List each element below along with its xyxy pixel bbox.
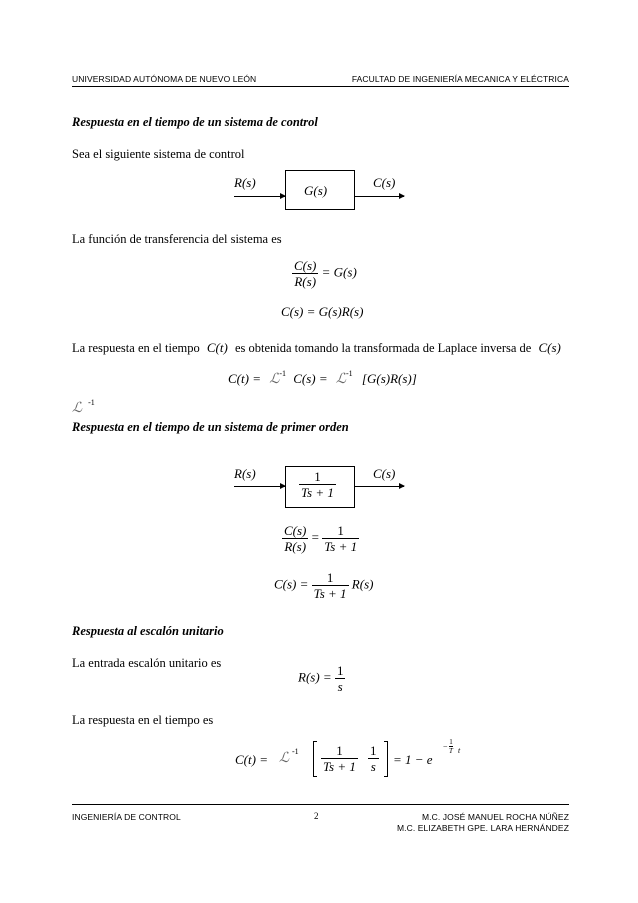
fraction <box>312 570 349 601</box>
numerator: 1 <box>337 523 344 538</box>
tf-text: La función de transferencia del sistema es <box>72 232 282 246</box>
equation-output: C(s) = G(s)R(s) <box>281 304 364 319</box>
numerator: C(s) <box>294 258 317 273</box>
fraction <box>292 258 318 289</box>
time-response-text: La respuesta en el tiempo es <box>72 713 214 727</box>
equation-first-order-output <box>274 570 373 601</box>
eq-cs: C(s) = <box>293 371 328 386</box>
denominator: s <box>368 758 379 774</box>
diagram-input-label: R(s) <box>234 175 256 190</box>
exponent-denominator: T <box>449 747 453 755</box>
eq-rhs: R(s) <box>351 576 374 592</box>
footer-rule <box>72 804 569 805</box>
denominator: Ts + 1 <box>324 539 358 554</box>
left-bracket <box>313 741 317 777</box>
denominator: R(s) <box>282 538 308 554</box>
fraction <box>368 743 379 774</box>
denominator: R(s) <box>292 273 318 289</box>
laplace-icon: ℒ <box>279 750 290 766</box>
equation-step-input <box>298 663 345 694</box>
laplace-icon: ℒ <box>335 371 346 387</box>
denominator: s <box>335 678 346 694</box>
inverse-exponent: -1 <box>346 369 353 378</box>
footer-author-2: M.C. ELIZABETH GPE. LARA HERNÁNDEZ <box>396 823 569 833</box>
response-text-a: La respuesta en el tiempo <box>72 341 200 355</box>
numerator: 1 <box>370 743 377 758</box>
equation-first-order-tf <box>282 523 359 554</box>
eq-product: [G(s)R(s)] <box>361 371 417 386</box>
block-fraction <box>299 469 336 500</box>
section-title-first-order: Respuesta en el tiempo de un sistema de primer orden <box>72 420 349 434</box>
step-input-text: La entrada escalón unitario es <box>72 656 222 670</box>
header-rule <box>72 86 569 87</box>
diagram-input-label: R(s) <box>234 466 256 481</box>
numerator: 1 <box>336 663 344 678</box>
inverse-exponent: -1 <box>292 747 299 756</box>
diagram-output-label: C(s) <box>373 466 396 481</box>
denominator: Ts + 1 <box>301 485 334 500</box>
eq-lhs: C(t) = <box>235 752 268 767</box>
response-cs: C(s) <box>538 340 561 355</box>
fraction <box>282 523 308 554</box>
fraction <box>322 523 359 554</box>
exponent-fraction <box>449 738 453 755</box>
response-ct: C(t) <box>206 340 228 355</box>
output-arrow <box>355 486 404 487</box>
right-bracket <box>384 741 388 777</box>
exponent-sign: − <box>443 742 448 751</box>
output-arrow <box>355 196 404 197</box>
response-sentence <box>72 340 561 356</box>
input-arrow <box>234 196 285 197</box>
fraction <box>321 743 358 774</box>
exponent-numerator: 1 <box>449 738 453 746</box>
denominator: Ts + 1 <box>313 586 347 601</box>
inverse-exponent: -1 <box>279 369 286 378</box>
page-number: 2 <box>314 811 319 821</box>
stray-laplace <box>72 398 95 417</box>
numerator: 1 <box>326 570 334 585</box>
input-arrow <box>234 486 285 487</box>
fraction <box>299 469 336 500</box>
eq-lhs: C(s) = <box>274 576 309 592</box>
response-text-b: es obtenida tomando la transformada de Laplace inversa de <box>234 341 532 355</box>
eq-ct: C(t) = <box>228 371 261 386</box>
equation-rhs: = G(s) <box>321 264 357 280</box>
footer-course: INGENIERÍA DE CONTROL <box>72 812 181 822</box>
numerator: 1 <box>314 469 321 484</box>
eq-rhs: = 1 − e <box>393 752 433 767</box>
equals: = <box>311 529 319 545</box>
section-title-step-response: Respuesta al escalón unitario <box>72 624 224 638</box>
eq-lhs: R(s) = <box>298 669 332 685</box>
footer-author-1: M.C. JOSÉ MANUEL ROCHA NÚÑEZ <box>421 812 569 822</box>
block-label-g: G(s) <box>304 183 328 198</box>
fraction <box>335 663 346 694</box>
numerator: 1 <box>336 743 343 758</box>
section-title-control-response: Respuesta en el tiempo de un sistema de control <box>72 115 318 129</box>
laplace-icon: ℒ <box>269 371 280 387</box>
equation-tf-ratio <box>292 258 357 289</box>
stray-exponent: -1 <box>88 398 95 407</box>
laplace-icon: ℒ <box>72 400 83 416</box>
header-university: UNIVERSIDAD AUTÓNOMA DE NUEVO LEÓN <box>72 74 257 84</box>
header-faculty: FACULTAD DE INGENIERÍA MECANICA Y ELÉCTRICA <box>351 74 569 84</box>
denominator: Ts + 1 <box>323 759 356 774</box>
diagram-output-label: C(s) <box>373 175 396 190</box>
equation-inverse-laplace <box>228 369 417 387</box>
numerator: C(s) <box>284 523 307 538</box>
intro-text: Sea el siguiente sistema de control <box>72 147 245 161</box>
exponent-variable: t <box>458 746 461 755</box>
